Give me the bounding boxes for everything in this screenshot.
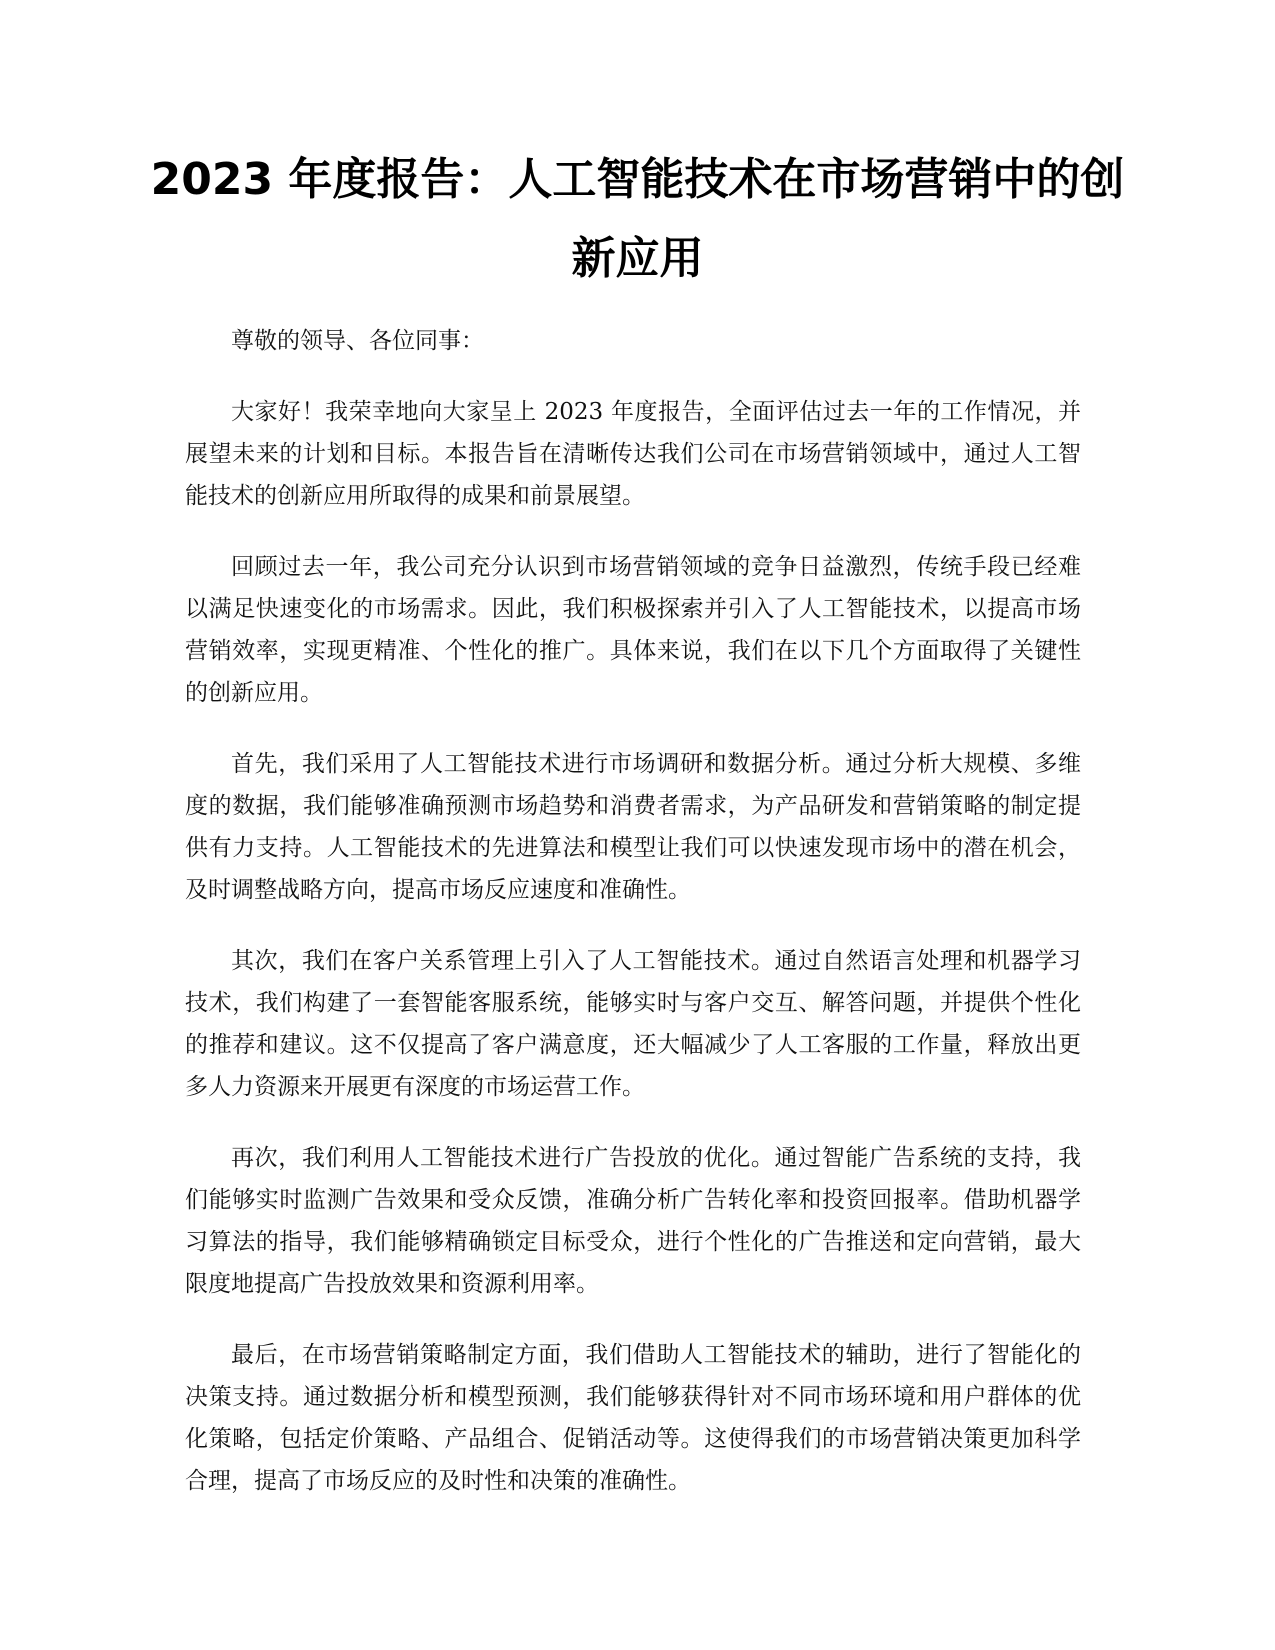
document-body [185,320,1081,1531]
paragraph-final-point: 最后，在市场营销策略制定方面，我们借助人工智能技术的辅助，进行了智能化的决策支持。通过数据分析和模型预测，我们能够获得针对不同市场环境和用户群体的优化策略，包括定价策略、产品组合、促销活动等。这使得我们的市场营销决策更加科学合理，提高了市场反应的及时性和决策的准确性。 [185,1342,1081,1494]
paragraph-greeting: 尊敬的领导、各位同事： [231,328,484,354]
paragraph-first-point: 首先，我们采用了人工智能技术进行市场调研和数据分析。通过分析大规模、多维度的数据，我们能够准确预测市场趋势和消费者需求，为产品研发和营销策略的制定提供有力支持。人工智能技术的先进算法和模型让我们可以快速发现市场中的潜在机会，及时调整战略方向，提高市场反应速度和准确性。 [185,751,1081,903]
paragraph-third-point: 再次，我们利用人工智能技术进行广告投放的优化。通过智能广告系统的支持，我们能够实时监测广告效果和受众反馈，准确分析广告转化率和投资回报率。借助机器学习算法的指导，我们能够精确锁定目标受众，进行个性化的广告推送和定向营销，最大限度地提高广告投放效果和资源利用率。 [185,1145,1081,1297]
paragraph-second-point: 其次，我们在客户关系管理上引入了人工智能技术。通过自然语言处理和机器学习技术，我们构建了一套智能客服系统，能够实时与客户交互、解答问题，并提供个性化的推荐和建议。这不仅提高了客户满意度，还大幅减少了人工客服的工作量，释放出更多人力资源来开展更有深度的市场运营工作。 [185,948,1081,1100]
paragraph-review: 回顾过去一年，我公司充分认识到市场营销领域的竞争日益激烈，传统手段已经难以满足快速变化的市场需求。因此，我们积极探索并引入了人工智能技术，以提高市场营销效率，实现更精准、个性化的推广。具体来说，我们在以下几个方面取得了关键性的创新应用。 [185,554,1081,706]
document-title: 2023 年度报告：人工智能技术在市场营销中的创新应用 [150,154,1125,284]
paragraph-introduction: 大家好！我荣幸地向大家呈上 2023 年度报告，全面评估过去一年的工作情况，并展望未来的计划和目标。本报告旨在清晰传达我们公司在市场营销领域中，通过人工智能技术的创新应用所取得的成果和前景展望。 [185,399,1081,509]
